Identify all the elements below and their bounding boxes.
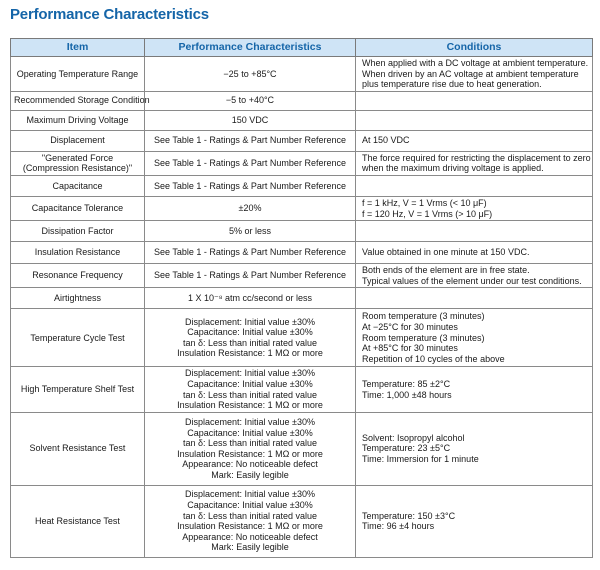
cond-text: f = 120 Hz, V = 1 Vrms (> 10 μF) [362, 208, 493, 219]
cond-text: Room temperature (3 minutes) [362, 311, 485, 322]
table-row [11, 151, 593, 175]
table-row [11, 264, 593, 288]
cond-text: Time: Immersion for 1 minute [362, 454, 479, 465]
perf-text: Insulation Resistance: 1 MΩ or more [177, 400, 323, 411]
cell-perf [145, 485, 356, 557]
cell-perf [145, 309, 356, 367]
header-performance: Performance Characteristics [145, 39, 356, 57]
cond-text: Time: 1,000 ±48 hours [362, 389, 452, 400]
cell-item [11, 196, 145, 220]
cell-perf [145, 242, 356, 264]
cell-cond [356, 367, 593, 412]
cell-item [11, 242, 145, 264]
table-row [11, 196, 593, 220]
perf-text: Displacement: Initial value ±30% [184, 489, 315, 500]
item-text: (Compression Resistance)" [22, 163, 133, 174]
perf-text: Displacement: Initial value ±30% [184, 316, 315, 327]
perf-text: Displacement: Initial value ±30% [184, 416, 315, 427]
perf-text: ±20% [238, 203, 262, 214]
cell-cond [356, 221, 593, 242]
perf-text: Capacitance: Initial value ±30% [187, 500, 313, 511]
cell-cond [356, 196, 593, 220]
perf-text: Displacement: Initial value ±30% [184, 368, 315, 379]
cond-text: Temperature: 150 ±3°C [362, 510, 456, 521]
table-row [11, 91, 593, 110]
cell-item [11, 175, 145, 196]
perf-text: See Table 1 - Ratings & Part Number Reference [154, 247, 346, 258]
cond-text: plus temperature rise due to heat generation. [362, 79, 542, 90]
item-text: Temperature Cycle Test [30, 332, 125, 343]
item-text: Airtightness [53, 293, 102, 304]
table-row [11, 288, 593, 309]
item-text: Resonance Frequency [32, 270, 123, 281]
cond-text: Solvent: Isopropyl alcohol [362, 432, 465, 443]
cond-text: Room temperature (3 minutes) [362, 332, 485, 343]
cond-text: f = 1 kHz, V = 1 Vrms (< 10 μF) [362, 197, 487, 208]
cond-text: At −25°C for 30 minutes [362, 321, 458, 332]
cell-item [11, 151, 145, 175]
item-text: Maximum Driving Voltage [26, 114, 129, 125]
table-row [11, 485, 593, 557]
cond-text: Typical values of the element under our test conditions. [362, 275, 582, 286]
cell-item [11, 91, 150, 110]
cell-cond [356, 242, 593, 264]
cell-item [11, 221, 145, 242]
page-title: Performance Characteristics [10, 6, 209, 23]
cell-perf [145, 196, 356, 220]
cond-text: Time: 96 ±4 hours [362, 521, 435, 532]
perf-text: Mark: Easily legible [211, 469, 289, 480]
perf-text: See Table 1 - Ratings & Part Number Reference [154, 180, 346, 191]
item-text: Capacitance [52, 180, 103, 191]
item-text: Capacitance Tolerance [31, 203, 124, 214]
perf-text: See Table 1 - Ratings & Part Number Reference [154, 135, 346, 146]
cond-text: Repetition of 10 cycles of the above [362, 353, 505, 364]
perf-text: Capacitance: Initial value ±30% [187, 327, 313, 338]
table-row [11, 110, 593, 130]
cell-item [11, 485, 145, 557]
cell-perf [145, 412, 356, 485]
cell-perf [145, 175, 356, 196]
item-text: Recommended Storage Condition [14, 95, 150, 106]
item-text: Displacement [50, 135, 105, 146]
table-row [11, 412, 593, 485]
item-text: Solvent Resistance Test [29, 443, 126, 454]
cond-text: Both ends of the element are in free state. [362, 265, 530, 276]
cell-cond [356, 175, 593, 196]
table-row [11, 367, 593, 412]
cell-item [11, 110, 145, 130]
cond-text: Temperature: 85 ±2°C [362, 378, 451, 389]
cell-cond [356, 151, 593, 175]
cell-cond [356, 264, 593, 288]
cond-text: Value obtained in one minute at 150 VDC. [362, 247, 530, 258]
perf-text: tan δ: Less than initial rated value [182, 389, 318, 400]
perf-text: Capacitance: Initial value ±30% [187, 378, 313, 389]
cond-text: At +85°C for 30 minutes [362, 343, 458, 354]
perf-text: Insulation Resistance: 1 MΩ or more [177, 448, 323, 459]
perf-text: tan δ: Less than initial rated value [182, 438, 318, 449]
perf-text: tan δ: Less than initial rated value [182, 337, 318, 348]
cell-perf [145, 151, 356, 175]
perf-text: Capacitance: Initial value ±30% [187, 427, 313, 438]
cell-perf [145, 288, 356, 309]
perf-text: Insulation Resistance: 1 MΩ or more [177, 521, 323, 532]
cond-text: when the maximum driving voltage is applied. [362, 163, 544, 174]
cell-cond [356, 288, 593, 309]
cell-perf [145, 57, 356, 92]
table-body [11, 57, 593, 558]
cond-text: When applied with a DC voltage at ambient temperature. [362, 58, 589, 68]
cell-perf [145, 91, 356, 110]
item-text: Insulation Resistance [34, 247, 121, 258]
cell-cond [356, 110, 593, 130]
perf-text: Appearance: No noticeable defect [182, 459, 318, 470]
item-text: Heat Resistance Test [35, 515, 120, 526]
header-item: Item [11, 39, 145, 57]
cell-perf [145, 221, 356, 242]
table-row [11, 175, 593, 196]
cell-item [11, 309, 145, 367]
cell-item [11, 130, 145, 151]
table-row [11, 130, 593, 151]
cell-item [11, 57, 145, 92]
item-text: Dissipation Factor [41, 225, 114, 236]
cell-item [11, 264, 145, 288]
perf-text: 1 X 10⁻⁸ atm cc/second or less [187, 293, 313, 304]
perf-text: 5% or less [228, 225, 272, 236]
perf-text: Appearance: No noticeable defect [182, 531, 318, 542]
cell-item [11, 412, 145, 485]
table-row [11, 242, 593, 264]
item-text: "Generated Force [41, 152, 114, 163]
cond-text: Temperature: 23 ±5°C [362, 443, 451, 454]
cond-text: When driven by an AC voltage at ambient temperature [362, 68, 579, 79]
cond-text: At 150 VDC [362, 135, 410, 146]
cell-cond [356, 412, 593, 485]
perf-text: See Table 1 - Ratings & Part Number Reference [154, 158, 346, 169]
perf-text: 150 VDC [231, 114, 269, 125]
table-row [11, 309, 593, 367]
cell-perf [145, 264, 356, 288]
perf-text: −5 to +40°C [225, 95, 275, 106]
cell-cond [356, 57, 593, 92]
cell-perf [145, 367, 356, 412]
header-conditions: Conditions [356, 39, 593, 57]
item-text: Operating Temperature Range [16, 68, 139, 79]
table-row [11, 221, 593, 242]
cell-cond [356, 485, 593, 557]
cell-item [11, 288, 145, 309]
cell-cond [356, 309, 593, 367]
cell-perf [145, 110, 356, 130]
perf-text: −25 to +85°C [223, 68, 277, 79]
performance-table [10, 38, 593, 558]
header-row [11, 39, 593, 57]
perf-text: tan δ: Less than initial rated value [182, 510, 318, 521]
cond-text: The force required for restricting the displacement to zero [362, 152, 591, 163]
cell-cond [356, 130, 593, 151]
table-row [11, 57, 593, 92]
perf-text: See Table 1 - Ratings & Part Number Reference [154, 270, 346, 281]
cell-item [11, 367, 145, 412]
cell-cond [356, 91, 593, 110]
perf-text: Insulation Resistance: 1 MΩ or more [177, 348, 323, 359]
item-text: High Temperature Shelf Test [20, 384, 135, 395]
perf-text: Mark: Easily legible [211, 542, 289, 553]
cell-perf [145, 130, 356, 151]
